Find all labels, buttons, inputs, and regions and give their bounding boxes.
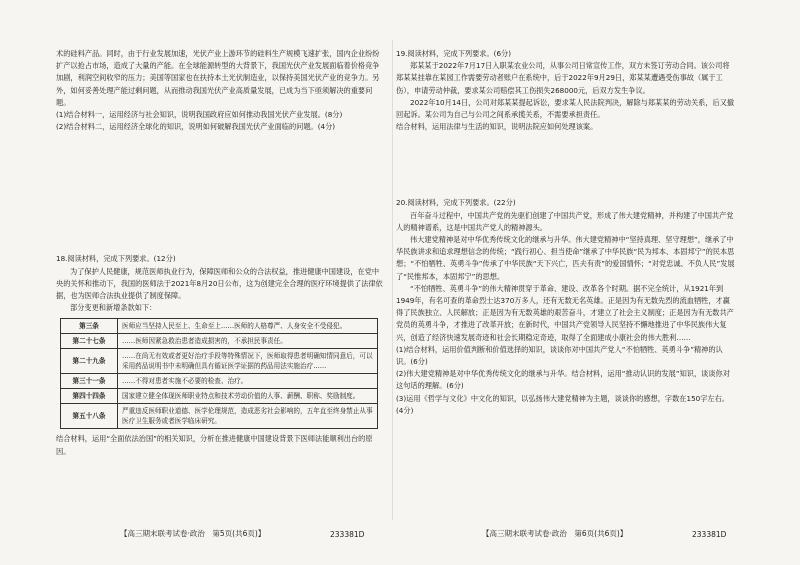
question-18-prompt: 结合材料，运用“全面依法治国”的相关知识，分析在推进健康中国建设背景下医师法能顺利出台的原因。 <box>56 434 373 456</box>
question-20-material-3: “不怕牺牲、英勇斗争”的伟大精神贯穿于革命、建设、改革各个时期。据不完全统计，从1921年到1949年，有名可查的革命烈士达370万多人，还有无数无名英雄。正是因为有无数先烈的流血牺牲，才赢得了民族独立、人民解放；正是因为有无数英雄的艰苦奋斗，才建立了社会主义制度；正是因为有无数共产党员的英勇斗争，才推进了改革开放；在新时代，中国共产党领导人民坚持不懈地推进了中华民族伟大复兴，创造了经济快速发展奇迹和社会长期稳定奇迹，取得了全面建成小康社会的伟大胜利…… <box>396 283 734 342</box>
question-19-title: 19.阅读材料，完成下列要求。(6分) <box>396 49 512 58</box>
question-18-material: 为了保护人民健康，规范医师执业行为，保障医师和公众的合法权益，推进健康中国建设，在党中央的关怀和推动下，我国的医师法于2021年8月20日公布，这为创建完全合理的医疗环境提供了法律依据，也为医师合法执业提供了制度保障。 <box>56 266 383 301</box>
clause-number: 第三条 <box>61 319 118 334</box>
clause-text: ……不得对患者实施不必要的检查、治疗。 <box>118 374 378 389</box>
footer-page-6-label: 【高三期末联考试卷·政治 第6页(共6页)】 <box>482 529 628 538</box>
clause-number: 第二十九条 <box>61 349 118 374</box>
page-5-column <box>56 48 386 458</box>
clause-text: 国家建立健全体现医师职业特点和技术劳动价值的人事、薪酬、职称、奖励制度。 <box>118 389 378 404</box>
question-20-material-1: 百年奋斗过程中，中国共产党的先驱们创建了中国共产党，形成了伟大建党精神，并构建了中国共产党人的精神谱系，这是中国共产党人的精神源头。 <box>396 210 734 232</box>
question-20-title: 20.阅读材料，完成下列要求。(22分) <box>396 198 516 208</box>
table-row <box>61 349 378 374</box>
footer-page-6-code: 233381D <box>692 530 727 539</box>
material-paragraph: 术的硅料产品。同时，由于行业发展加速，光伏产业上游环节的硅料生产规模飞速扩张，国内企业纷纷扩产以抢占市场，造成了大量的产能。在全球能源转型的大背景下，我国光伏产业发展面临着价格竞争加剧，利润空间收窄的压力；美国等国家也在扶持本土光伏制造业，以保持美国光伏产业的竞争力。另外，如何妥善处理产能过剩问题，从而推动我国光伏产业高质量发展，已成为当下亟须解决的重要问题。 <box>56 49 380 107</box>
question-17-1: (1)结合材料一，运用经济与社会知识，说明我国政府应如何推动我国光伏产业发展。(8分) <box>56 110 343 120</box>
question-20-2: (2)伟大建党精神是对中华优秀传统文化的继承与升华。结合材料，运用“推动认识的发展”知识，谈谈你对这句话的理解。(6分) <box>396 369 730 391</box>
question-19-material-2: 2022年10月14日，公司对郑某某提起诉讼，要求某人民法院判决，解除与郑某某的劳动关系，后又撤回起诉。某公司为自己与公司之间系承揽关系，不需要承担责任。 <box>396 97 735 120</box>
clause-text: ……医师因紧急救治患者造成损害的，不承担民事责任。 <box>118 334 378 349</box>
question-20-material-2: 伟大建党精神是对中华优秀传统文化的继承与升华。伟大建党精神中“坚持真理、坚守理想”，继承了中华民族讲求和追求理想信念的传统；“践行初心、担当使命”继承了中华民族“民为邦本、本固邦宁”的民本思想；“不怕牺牲、英勇斗争”传承了中华民族“天下兴亡，匹夫有责”的爱国情怀；“对党忠诚、不负人民”发展了“民惟邦本，本固邦宁”的思想。 <box>396 235 735 281</box>
question-18-subtitle: 部分变更和新增条款如下： <box>70 303 157 313</box>
table-row <box>61 374 378 389</box>
footer-page-5-code: 233381D <box>330 530 365 539</box>
law-clause-table <box>60 318 378 429</box>
page-6-column <box>396 48 736 417</box>
table-row <box>61 334 378 349</box>
clause-text: 严重违反医师职业道德、医学伦理规范，造成恶劣社会影响的，五年直至终身禁止从事医疗卫生服务或者医学临床研究。 <box>118 404 378 429</box>
table-row <box>61 319 378 334</box>
question-18-title: 18.阅读材料，完成下列要求。(12分) <box>56 254 176 264</box>
question-17-2: (2)结合材料二，运用经济全球化的知识，说明如何破解我国光伏产业面临的问题。(4分) <box>56 122 336 132</box>
clause-number: 第三十一条 <box>61 374 118 389</box>
table-row <box>61 389 378 404</box>
question-19-material-1: 郑某某于2022年7月17日入职某农业公司，从事公司日常宣传工作，双方未签订劳动合同。该公司将郑某某挂靠在某园工作需要劳动者账户在系统中，后于2022年9月29日，郑某某遭遇受伤事故（属于工伤），申请劳动仲裁，要求某公司赔偿其工伤损失268000元，后双方发生争议。 <box>396 61 730 95</box>
table-row <box>61 404 378 429</box>
question-20-3: (3)运用《哲学与文化》中文化的知识，以弘扬伟大建党精神为主题，谈谈你的感想，字数在150字左右。(4分) <box>396 393 729 415</box>
clause-number: 第五十八条 <box>61 404 118 429</box>
footer-page-5-label: 【高三期末联考试卷·政治 第5页(共6页)】 <box>120 529 266 538</box>
clause-text: 医师应当坚持人民至上、生命至上……医师的人格尊严、人身安全不受侵犯。 <box>118 319 378 334</box>
page-divider <box>392 40 393 520</box>
clause-number: 第四十四条 <box>61 389 118 404</box>
question-20-1: (1)结合材料，运用价值判断和价值选择的知识，谈谈你对中国共产党人“不怕牺牲、英勇斗争”精神的认识。(6分) <box>396 344 723 367</box>
clause-number: 第二十七条 <box>61 334 118 349</box>
question-19-prompt: 结合材料，运用法律与生活的知识，说明法院应如何处理该案。 <box>396 122 598 132</box>
clause-text: ……在尚无有效或者更好治疗手段等特殊情况下，医师取得患者明确知情同意后，可以采用药品说明书中未明确但具有循证医学证据的药品用法实施治疗…… <box>118 349 378 374</box>
